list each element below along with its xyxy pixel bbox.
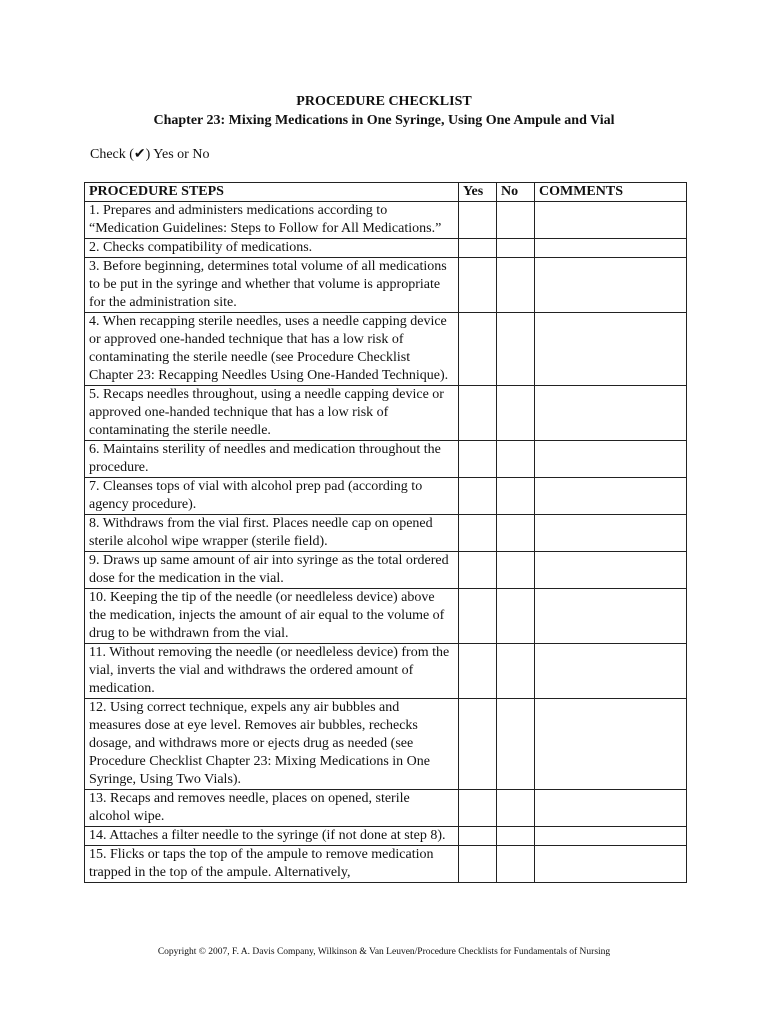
step-text: 15. Flicks or taps the top of the ampule to remove medication trapped in the top of the ampule. Alternatively, bbox=[85, 846, 459, 883]
yes-cell[interactable] bbox=[459, 515, 497, 552]
yes-cell[interactable] bbox=[459, 313, 497, 386]
step-text: 6. Maintains sterility of needles and medication throughout the procedure. bbox=[85, 441, 459, 478]
comments-cell[interactable] bbox=[535, 202, 687, 239]
comments-cell[interactable] bbox=[535, 258, 687, 313]
yes-cell[interactable] bbox=[459, 644, 497, 699]
no-cell[interactable] bbox=[497, 313, 535, 386]
step-text: 11. Without removing the needle (or needleless device) from the vial, inverts the vial and withdraws the ordered amount of medication. bbox=[85, 644, 459, 699]
yes-cell[interactable] bbox=[459, 258, 497, 313]
step-text: 3. Before beginning, determines total volume of all medications to be put in the syringe and whether that volume is appropriate for the administration site. bbox=[85, 258, 459, 313]
column-header-yes: Yes bbox=[459, 183, 497, 202]
no-cell[interactable] bbox=[497, 258, 535, 313]
no-cell[interactable] bbox=[497, 827, 535, 846]
no-cell[interactable] bbox=[497, 441, 535, 478]
step-text: 1. Prepares and administers medications according to “Medication Guidelines: Steps to Follow for All Medications.” bbox=[85, 202, 459, 239]
column-header-comments: COMMENTS bbox=[535, 183, 687, 202]
no-cell[interactable] bbox=[497, 846, 535, 883]
yes-cell[interactable] bbox=[459, 386, 497, 441]
no-cell[interactable] bbox=[497, 202, 535, 239]
table-row bbox=[85, 699, 687, 790]
yes-cell[interactable] bbox=[459, 846, 497, 883]
step-text: 13. Recaps and removes needle, places on opened, sterile alcohol wipe. bbox=[85, 790, 459, 827]
step-text: 14. Attaches a filter needle to the syringe (if not done at step 8). bbox=[85, 827, 459, 846]
table-row bbox=[85, 202, 687, 239]
no-cell[interactable] bbox=[497, 478, 535, 515]
step-text: 5. Recaps needles throughout, using a needle capping device or approved one-handed technique that has a low risk of contaminating the sterile needle. bbox=[85, 386, 459, 441]
procedure-table bbox=[84, 182, 687, 883]
no-cell[interactable] bbox=[497, 790, 535, 827]
no-cell[interactable] bbox=[497, 589, 535, 644]
step-text: 8. Withdraws from the vial first. Places needle cap on opened sterile alcohol wipe wrapper (sterile field). bbox=[85, 515, 459, 552]
no-cell[interactable] bbox=[497, 644, 535, 699]
comments-cell[interactable] bbox=[535, 386, 687, 441]
table-row bbox=[85, 478, 687, 515]
step-text: 4. When recapping sterile needles, uses a needle capping device or approved one-handed technique that has a low risk of contaminating the sterile needle (see Procedure Checklist Chapter 23: Recapping Needles Using One-Handed Technique). bbox=[85, 313, 459, 386]
comments-cell[interactable] bbox=[535, 644, 687, 699]
yes-cell[interactable] bbox=[459, 699, 497, 790]
table-row bbox=[85, 386, 687, 441]
table-row bbox=[85, 515, 687, 552]
yes-cell[interactable] bbox=[459, 552, 497, 589]
table-row bbox=[85, 258, 687, 313]
table-row bbox=[85, 644, 687, 699]
checklist-title: PROCEDURE CHECKLIST bbox=[296, 94, 472, 109]
yes-cell[interactable] bbox=[459, 478, 497, 515]
no-cell[interactable] bbox=[497, 515, 535, 552]
table-row bbox=[85, 827, 687, 846]
comments-cell[interactable] bbox=[535, 441, 687, 478]
table-row bbox=[85, 552, 687, 589]
yes-cell[interactable] bbox=[459, 827, 497, 846]
comments-cell[interactable] bbox=[535, 827, 687, 846]
step-text: 7. Cleanses tops of vial with alcohol prep pad (according to agency procedure). bbox=[85, 478, 459, 515]
check-instruction: Check (✔) Yes or No bbox=[90, 147, 210, 162]
comments-cell[interactable] bbox=[535, 239, 687, 258]
step-text: 9. Draws up same amount of air into syringe as the total ordered dose for the medication in the vial. bbox=[85, 552, 459, 589]
comments-cell[interactable] bbox=[535, 846, 687, 883]
comments-cell[interactable] bbox=[535, 552, 687, 589]
yes-cell[interactable] bbox=[459, 202, 497, 239]
chapter-subtitle: Chapter 23: Mixing Medications in One Syringe, Using One Ampule and Vial bbox=[153, 113, 615, 128]
copyright-footer: Copyright © 2007, F. A. Davis Company, Wilkinson & Van Leuven/Procedure Checklists for Fundamentals of Nursing bbox=[157, 947, 611, 957]
table-row bbox=[85, 846, 687, 883]
comments-cell[interactable] bbox=[535, 515, 687, 552]
comments-cell[interactable] bbox=[535, 478, 687, 515]
table-row bbox=[85, 313, 687, 386]
no-cell[interactable] bbox=[497, 239, 535, 258]
column-header-steps: PROCEDURE STEPS bbox=[85, 183, 459, 202]
comments-cell[interactable] bbox=[535, 790, 687, 827]
table-row bbox=[85, 239, 687, 258]
table-row bbox=[85, 589, 687, 644]
table-header-row bbox=[85, 183, 687, 202]
yes-cell[interactable] bbox=[459, 790, 497, 827]
table-row bbox=[85, 441, 687, 478]
yes-cell[interactable] bbox=[459, 239, 497, 258]
yes-cell[interactable] bbox=[459, 589, 497, 644]
no-cell[interactable] bbox=[497, 552, 535, 589]
yes-cell[interactable] bbox=[459, 441, 497, 478]
comments-cell[interactable] bbox=[535, 589, 687, 644]
step-text: 10. Keeping the tip of the needle (or needleless device) above the medication, injects the amount of air equal to the volume of drug to be withdrawn from the vial. bbox=[85, 589, 459, 644]
step-text: 12. Using correct technique, expels any air bubbles and measures dose at eye level. Removes air bubbles, rechecks dosage, and withdraws more or ejects drug as needed (see Procedure Checklist Chapter 23: Mixing Medications in One Syringe, Using Two Vials). bbox=[85, 699, 459, 790]
table-row bbox=[85, 790, 687, 827]
step-text: 2. Checks compatibility of medications. bbox=[85, 239, 459, 258]
no-cell[interactable] bbox=[497, 386, 535, 441]
comments-cell[interactable] bbox=[535, 313, 687, 386]
no-cell[interactable] bbox=[497, 699, 535, 790]
comments-cell[interactable] bbox=[535, 699, 687, 790]
column-header-no: No bbox=[497, 183, 535, 202]
